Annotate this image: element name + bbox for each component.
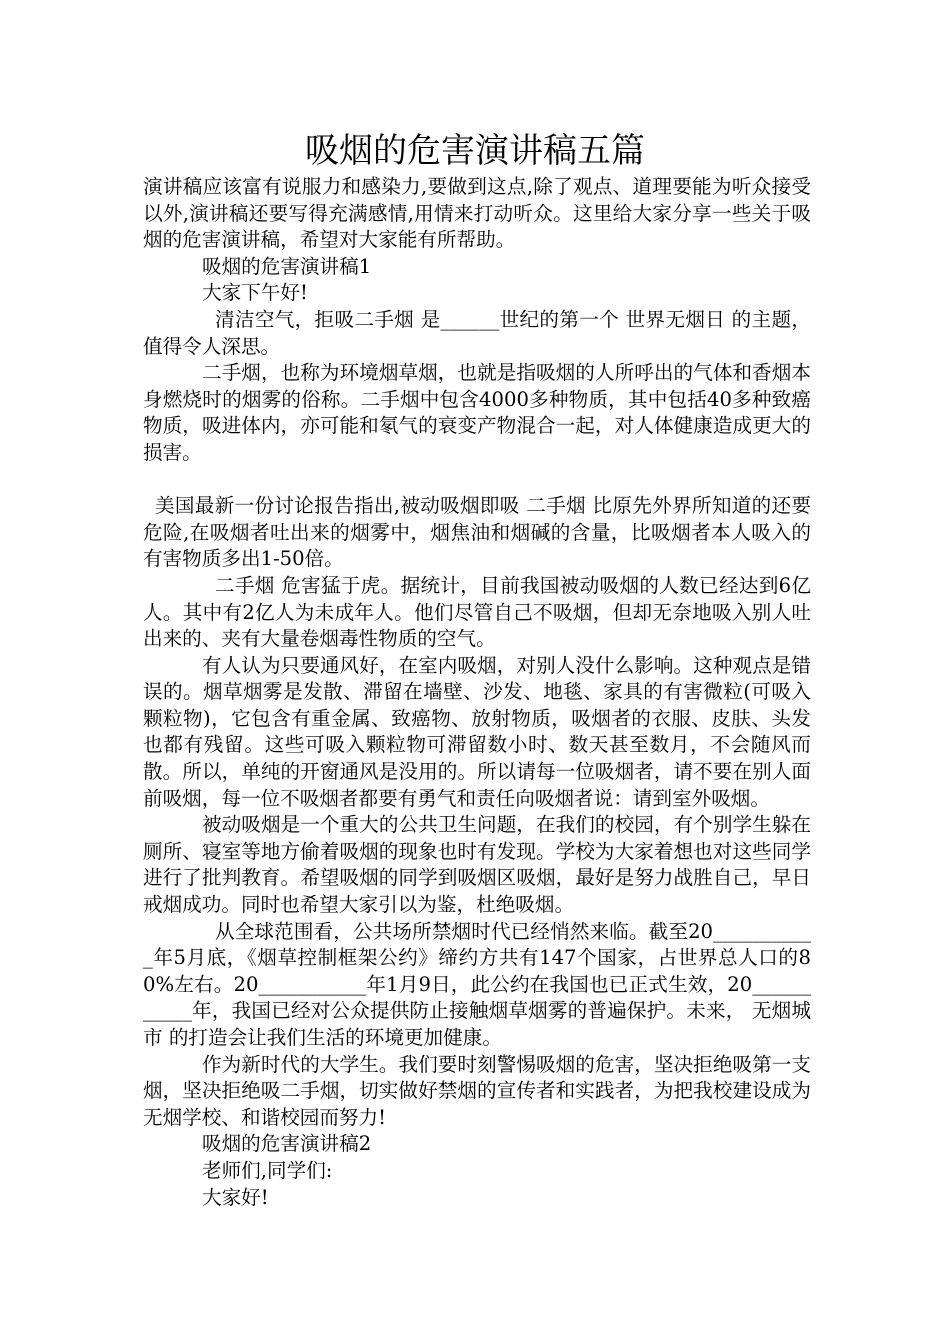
greeting: 大家好! (202, 1185, 269, 1209)
intro-paragraph: 演讲稿应该富有说服力和感染力,要做到这点,除了观点、道理要能为听众接受以外,演讲稿还要写得充满感情,用情来打动听众。这里给大家分享一些关于吸烟的危害演讲稿，希望对大家能有所帮助。 (143, 175, 811, 252)
document-body (143, 174, 811, 1211)
paragraph: 美国最新一份讨论报告指出,被动吸烟即吸 二手烟 比原先外界所知道的还要危险,在吸烟者吐出来的烟雾中，烟焦油和烟碱的含量，比吸烟者本人吸入的有害物质多出1-50倍。 (143, 494, 811, 571)
section-heading-1: 吸烟的危害演讲稿1 (202, 254, 372, 278)
paragraph: 有人认为只要通风好，在室内吸烟，对别人没什么影响。这种观点是错误的。烟草烟雾是发散、滞留在墙壁、沙发、地毯、家具的有害微粒(可吸入颗粒物)，它包含有重金属、致癌物、放射物质，吸烟者的衣服、皮肤、头发也都有残留。这些可吸入颗粒物可滞留数小时、数天甚至数月，不会随风而散。所以，单纯的开窗通风是没用的。所以请每一位吸烟者，请不要在别人面前吸烟，每一位不吸烟者都要有勇气和责任向吸烟者说：请到室外吸烟。 (143, 653, 811, 810)
blank-line (143, 467, 811, 494)
greeting: 大家下午好! (202, 281, 308, 305)
paragraph: 清洁空气，拒吸二手烟 是______世纪的第一个 世界无烟日 的主题，值得令人深思。 (143, 307, 811, 358)
paragraph: 二手烟，也称为环境烟草烟，也就是指吸烟的人所呼出的气体和香烟本身燃烧时的烟雾的俗称。二手烟中包含4000多种物质，其中包括40多种致癌物质，吸进体内，亦可能和氡气的衰变产物混合一起，对人体健康造成更大的损害。 (143, 361, 811, 464)
document-title: 吸烟的危害演讲稿五篇 (305, 131, 645, 171)
paragraph: 二手烟 危害猛于虎。据统计，目前我国被动吸烟的人数已经达到6亿人。其中有2亿人为未成年人。他们尽管自己不吸烟，但却无奈地吸入别人吐出来的、夹有大量卷烟毒性物质的空气。 (143, 573, 811, 651)
paragraph: 被动吸烟是一个重大的公共卫生问题，在我们的校园，有个别学生躲在厕所、寝室等地方偷着吸烟的现象也时有发现。学校为大家着想也对这些同学进行了批判教育。希望吸烟的同学到吸烟区吸烟，最好是努力战胜自己，早日戒烟成功。同时也希望大家引以为鉴，杜绝吸烟。 (143, 813, 811, 917)
paragraph: 作为新时代的大学生。我们要时刻警惕吸烟的危害，坚决拒绝吸第一支烟，坚决拒绝吸二手烟，切实做好禁烟的宣传者和实践者，为把我校建设成为无烟学校、和谐校园而努力! (143, 1052, 811, 1129)
salutation: 老师们,同学们: (202, 1158, 333, 1182)
section-heading-2: 吸烟的危害演讲稿2 (202, 1132, 372, 1156)
paragraph: 从全球范围看，公共场所禁烟时代已经悄然来临。截至20___________年5月底，《烟草控制框架公约》缔约方共有147个国家，占世界总人口的80%左右。20___________年1月9日，此公约在我国也已正式生效，20___________年，我国已经对公众提供防止接触烟草烟雾的普遍保护。未来， 无烟城市 的打造会让我们生活的环境更加健康。 (143, 919, 811, 1049)
